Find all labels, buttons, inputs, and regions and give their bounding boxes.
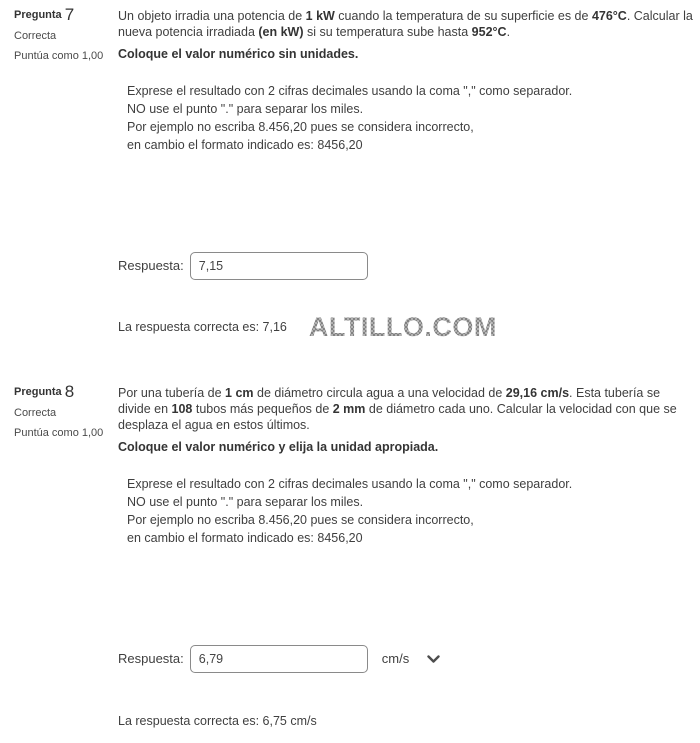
unit-select-value: cm/s	[381, 651, 410, 666]
question-7-number-heading	[14, 5, 110, 24]
question-8-feedback-row	[118, 713, 694, 729]
text-segment: Por una tubería de	[118, 386, 226, 400]
unit-select[interactable]	[382, 651, 440, 667]
text-segment: 952°C	[471, 25, 507, 39]
note-line: NO use el punto "." para separar los miles.	[127, 102, 364, 116]
question-8-grade: Puntúa como 1,00	[14, 427, 104, 439]
answer-input-q7[interactable]	[190, 252, 368, 280]
text-segment: . Esta tubería se divide en	[118, 386, 661, 416]
question-8-section	[0, 382, 700, 729]
question-number: 8	[64, 382, 75, 401]
question-8-number-heading	[14, 382, 110, 401]
text-segment: 2 mm	[332, 402, 366, 416]
watermark: ALTILLO.COM	[308, 312, 497, 342]
text-segment: si su temperatura sube hasta	[303, 25, 472, 39]
question-7-section	[0, 5, 700, 344]
question-label: Pregunta	[14, 386, 62, 398]
text-segment: . Calcular la nueva potencia irradiada	[118, 9, 693, 39]
answer-input-q8[interactable]	[190, 645, 368, 673]
text-segment: Un objeto irradia una potencia de	[118, 9, 306, 23]
note-line: Por ejemplo no escriba 8.456,20 pues se considera incorrecto,	[127, 513, 474, 527]
question-7-info	[0, 5, 118, 63]
question-label: Pregunta	[14, 9, 62, 21]
answer-label: Respuesta:	[118, 651, 184, 666]
text-segment: de diámetro circula agua a una velocidad de	[253, 386, 506, 400]
text-segment: (en kW)	[258, 25, 304, 39]
text-segment: .	[506, 25, 511, 39]
text-segment: 108	[171, 402, 193, 416]
question-7-answer-row	[118, 252, 694, 280]
answer-label: Respuesta:	[118, 258, 184, 273]
question-8-status: Correcta	[14, 407, 57, 419]
feedback-text: La respuesta correcta es: 7,16	[118, 320, 287, 334]
note-line: Exprese el resultado con 2 cifras decimales usando la coma "," como separador.	[127, 477, 573, 491]
question-8-instruction: Coloque el valor numérico y elija la unidad apropiada.	[118, 440, 439, 454]
feedback-text: La respuesta correcta es: 6,75 cm/s	[118, 714, 317, 728]
question-8-text	[118, 385, 694, 433]
text-segment: cuando la temperatura de su superficie es de	[334, 9, 592, 23]
text-segment: 1 cm	[225, 386, 254, 400]
note-line: Exprese el resultado con 2 cifras decimales usando la coma "," como separador.	[127, 84, 573, 98]
question-7-format-note	[127, 82, 694, 154]
question-7-status: Correcta	[14, 30, 57, 42]
text-segment: 1 kW	[305, 9, 335, 23]
note-line: en cambio el formato indicado es: 8456,20	[127, 138, 363, 152]
chevron-down-icon	[427, 655, 440, 664]
note-line: Por ejemplo no escriba 8.456,20 pues se considera incorrecto,	[127, 120, 474, 134]
note-line: en cambio el formato indicado es: 8456,20	[127, 531, 363, 545]
question-8-content	[118, 385, 700, 729]
question-8-answer-row	[118, 645, 694, 673]
question-7-grade: Puntúa como 1,00	[14, 50, 104, 62]
question-8-format-note	[127, 475, 694, 547]
question-8-info	[0, 382, 118, 440]
question-number: 7	[64, 5, 75, 24]
text-segment: 29,16 cm/s	[505, 386, 570, 400]
question-7-text	[118, 8, 694, 40]
text-segment: tubos más pequeños de	[192, 402, 333, 416]
text-segment: 476°C	[591, 9, 627, 23]
question-7-feedback-row	[118, 310, 694, 344]
question-7-instruction: Coloque el valor numérico sin unidades.	[118, 47, 359, 61]
note-line: NO use el punto "." para separar los miles.	[127, 495, 364, 509]
text-segment: de diámetro cada uno. Calcular la velocidad con que se desplaza el agua en estos últimos.	[118, 402, 677, 432]
question-7-content	[118, 8, 700, 344]
